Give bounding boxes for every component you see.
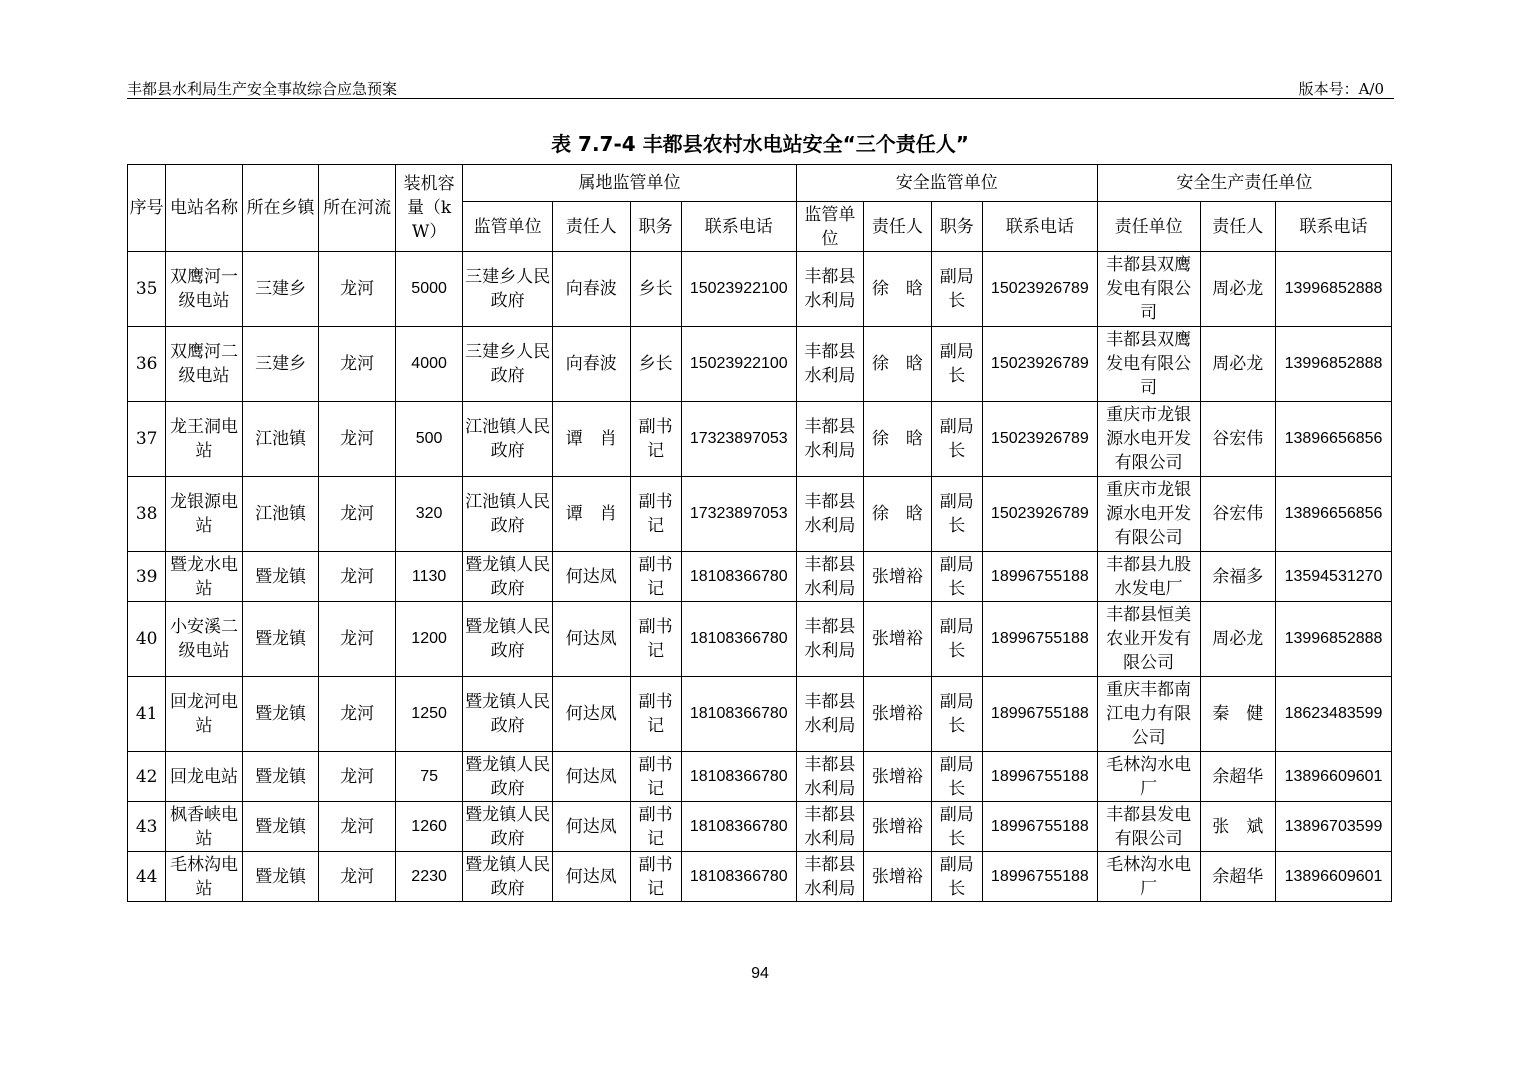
cell-station: 小安溪二级电站 (166, 602, 243, 677)
cell-town: 暨龙镇 (242, 602, 319, 677)
cell-river: 龙河 (319, 252, 396, 327)
cell-local-person: 何达凤 (552, 852, 630, 902)
cell-station: 双鹰河一级电站 (166, 252, 243, 327)
cell-station: 枫香峡电站 (166, 802, 243, 852)
col-prod-person: 责任人 (1200, 202, 1276, 252)
cell-prod-phone: 13996852888 (1276, 252, 1392, 327)
cell-prod-unit: 毛林沟水电厂 (1097, 752, 1200, 802)
col-seq: 序号 (128, 165, 166, 252)
cell-prod-person: 余福多 (1200, 552, 1276, 602)
cell-seq: 39 (128, 552, 166, 602)
cell-prod-phone: 13896656856 (1276, 477, 1392, 552)
table-row (128, 402, 1392, 477)
cell-safety-phone: 18996755188 (982, 552, 1097, 602)
cell-safety-title: 副局长 (931, 752, 982, 802)
cell-safety-person: 徐 晗 (864, 327, 931, 402)
cell-safety-title: 副局长 (931, 327, 982, 402)
col-prod-phone: 联系电话 (1276, 202, 1392, 252)
cell-safety-phone: 18996755188 (982, 852, 1097, 902)
cell-local-title: 副书记 (630, 802, 681, 852)
cell-safety-unit: 丰都县水利局 (796, 252, 863, 327)
cell-local-unit: 暨龙镇人民政府 (463, 602, 553, 677)
cell-prod-phone: 13996852888 (1276, 602, 1392, 677)
cell-seq: 36 (128, 327, 166, 402)
cell-local-unit: 三建乡人民政府 (463, 252, 553, 327)
cell-local-person: 何达凤 (552, 752, 630, 802)
cell-prod-unit: 丰都县双鹰发电有限公司 (1097, 252, 1200, 327)
cell-prod-person: 余超华 (1200, 752, 1276, 802)
cell-safety-title: 副局长 (931, 252, 982, 327)
cell-local-person: 何达凤 (552, 677, 630, 752)
col-safety-phone: 联系电话 (982, 202, 1097, 252)
cell-prod-phone: 18623483599 (1276, 677, 1392, 752)
group-safety-supervision: 安全监管单位 (796, 165, 1097, 202)
cell-local-unit: 暨龙镇人民政府 (463, 752, 553, 802)
cell-safety-title: 副局长 (931, 802, 982, 852)
cell-river: 龙河 (319, 552, 396, 602)
table-row (128, 802, 1392, 852)
cell-river: 龙河 (319, 602, 396, 677)
table-row (128, 852, 1392, 902)
cell-prod-person: 张 斌 (1200, 802, 1276, 852)
table-row (128, 677, 1392, 752)
cell-station: 回龙河电站 (166, 677, 243, 752)
cell-prod-unit: 丰都县恒美农业开发有限公司 (1097, 602, 1200, 677)
cell-capacity: 4000 (395, 327, 462, 402)
page-number: 94 (751, 965, 769, 982)
cell-local-unit: 暨龙镇人民政府 (463, 802, 553, 852)
cell-safety-person: 徐 晗 (864, 402, 931, 477)
col-safety-unit: 监管单位 (796, 202, 863, 252)
cell-town: 暨龙镇 (242, 852, 319, 902)
col-town: 所在乡镇 (242, 165, 319, 252)
cell-prod-person: 谷宏伟 (1200, 402, 1276, 477)
cell-prod-phone: 13594531270 (1276, 552, 1392, 602)
cell-station: 回龙电站 (166, 752, 243, 802)
table-row (128, 327, 1392, 402)
table-row (128, 252, 1392, 327)
cell-seq: 43 (128, 802, 166, 852)
cell-local-person: 何达凤 (552, 802, 630, 852)
cell-capacity: 5000 (395, 252, 462, 327)
cell-safety-person: 张增裕 (864, 552, 931, 602)
cell-local-title: 副书记 (630, 852, 681, 902)
cell-local-phone: 18108366780 (681, 677, 796, 752)
cell-safety-unit: 丰都县水利局 (796, 852, 863, 902)
cell-prod-unit: 毛林沟水电厂 (1097, 852, 1200, 902)
cell-capacity: 1200 (395, 602, 462, 677)
cell-river: 龙河 (319, 402, 396, 477)
cell-station: 暨龙水电站 (166, 552, 243, 602)
cell-local-title: 副书记 (630, 552, 681, 602)
cell-town: 三建乡 (242, 252, 319, 327)
table-row (128, 602, 1392, 677)
cell-prod-person: 周必龙 (1200, 602, 1276, 677)
cell-town: 江池镇 (242, 477, 319, 552)
cell-safety-person: 张增裕 (864, 752, 931, 802)
cell-prod-phone: 13896703599 (1276, 802, 1392, 852)
cell-local-unit: 江池镇人民政府 (463, 477, 553, 552)
header-row-group (128, 165, 1392, 202)
cell-town: 三建乡 (242, 327, 319, 402)
cell-prod-unit: 重庆市龙银源水电开发有限公司 (1097, 477, 1200, 552)
cell-safety-phone: 18996755188 (982, 602, 1097, 677)
col-safety-title: 职务 (931, 202, 982, 252)
cell-safety-unit: 丰都县水利局 (796, 752, 863, 802)
cell-local-person: 向春波 (552, 327, 630, 402)
cell-local-unit: 江池镇人民政府 (463, 402, 553, 477)
cell-local-title: 副书记 (630, 752, 681, 802)
cell-seq: 40 (128, 602, 166, 677)
col-prod-unit: 责任单位 (1097, 202, 1200, 252)
version-number: 版本号：A/0 (1298, 80, 1384, 98)
col-safety-person: 责任人 (864, 202, 931, 252)
cell-safety-person: 徐 晗 (864, 252, 931, 327)
cell-safety-phone: 18996755188 (982, 802, 1097, 852)
cell-prod-unit: 重庆丰都南江电力有限公司 (1097, 677, 1200, 752)
col-capacity: 装机容量（kW） (395, 165, 462, 252)
cell-prod-phone: 13896609601 (1276, 852, 1392, 902)
cell-safety-phone: 15023926789 (982, 252, 1097, 327)
cell-local-phone: 17323897053 (681, 402, 796, 477)
cell-local-phone: 17323897053 (681, 477, 796, 552)
cell-safety-person: 张增裕 (864, 677, 931, 752)
col-local-person: 责任人 (552, 202, 630, 252)
cell-local-title: 副书记 (630, 677, 681, 752)
cell-local-phone: 18108366780 (681, 852, 796, 902)
cell-safety-person: 张增裕 (864, 802, 931, 852)
cell-town: 暨龙镇 (242, 802, 319, 852)
document-title: 丰都县水利局生产安全事故综合应急预案 (127, 80, 398, 98)
cell-capacity: 1130 (395, 552, 462, 602)
cell-local-phone: 15023922100 (681, 327, 796, 402)
group-production-responsibility: 安全生产责任单位 (1097, 165, 1391, 202)
cell-local-title: 副书记 (630, 477, 681, 552)
cell-local-title: 副书记 (630, 602, 681, 677)
cell-safety-title: 副局长 (931, 677, 982, 752)
cell-local-person: 何达凤 (552, 602, 630, 677)
cell-river: 龙河 (319, 477, 396, 552)
cell-station: 双鹰河二级电站 (166, 327, 243, 402)
cell-safety-unit: 丰都县水利局 (796, 802, 863, 852)
cell-local-title: 乡长 (630, 327, 681, 402)
col-river: 所在河流 (319, 165, 396, 252)
cell-local-phone: 18108366780 (681, 752, 796, 802)
cell-river: 龙河 (319, 852, 396, 902)
cell-capacity: 75 (395, 752, 462, 802)
cell-prod-person: 周必龙 (1200, 327, 1276, 402)
cell-town: 暨龙镇 (242, 752, 319, 802)
cell-station: 毛林沟电站 (166, 852, 243, 902)
cell-capacity: 320 (395, 477, 462, 552)
cell-prod-person: 秦 健 (1200, 677, 1276, 752)
cell-prod-unit: 丰都县发电有限公司 (1097, 802, 1200, 852)
cell-prod-person: 谷宏伟 (1200, 477, 1276, 552)
cell-safety-person: 徐 晗 (864, 477, 931, 552)
cell-prod-phone: 13896656856 (1276, 402, 1392, 477)
cell-local-phone: 18108366780 (681, 602, 796, 677)
cell-capacity: 1260 (395, 802, 462, 852)
cell-capacity: 500 (395, 402, 462, 477)
cell-safety-person: 张增裕 (864, 602, 931, 677)
cell-safety-person: 张增裕 (864, 852, 931, 902)
cell-safety-phone: 15023926789 (982, 327, 1097, 402)
cell-local-phone: 15023922100 (681, 252, 796, 327)
cell-town: 暨龙镇 (242, 552, 319, 602)
cell-safety-phone: 18996755188 (982, 677, 1097, 752)
col-local-title: 职务 (630, 202, 681, 252)
cell-local-unit: 暨龙镇人民政府 (463, 552, 553, 602)
cell-safety-unit: 丰都县水利局 (796, 327, 863, 402)
cell-seq: 37 (128, 402, 166, 477)
cell-local-title: 副书记 (630, 402, 681, 477)
cell-safety-title: 副局长 (931, 852, 982, 902)
cell-local-title: 乡长 (630, 252, 681, 327)
cell-prod-person: 周必龙 (1200, 252, 1276, 327)
table-row (128, 552, 1392, 602)
cell-prod-unit: 丰都县九股水发电厂 (1097, 552, 1200, 602)
table-row (128, 477, 1392, 552)
cell-river: 龙河 (319, 752, 396, 802)
cell-seq: 35 (128, 252, 166, 327)
cell-local-person: 谭 肖 (552, 477, 630, 552)
cell-safety-unit: 丰都县水利局 (796, 477, 863, 552)
cell-safety-unit: 丰都县水利局 (796, 402, 863, 477)
cell-town: 暨龙镇 (242, 677, 319, 752)
group-local-supervision: 属地监管单位 (463, 165, 796, 202)
cell-prod-person: 余超华 (1200, 852, 1276, 902)
cell-safety-unit: 丰都县水利局 (796, 602, 863, 677)
cell-local-unit: 暨龙镇人民政府 (463, 677, 553, 752)
col-local-phone: 联系电话 (681, 202, 796, 252)
cell-local-phone: 18108366780 (681, 552, 796, 602)
cell-prod-phone: 13896609601 (1276, 752, 1392, 802)
table-row (128, 752, 1392, 802)
cell-safety-phone: 15023926789 (982, 477, 1097, 552)
cell-station: 龙王洞电站 (166, 402, 243, 477)
cell-capacity: 2230 (395, 852, 462, 902)
cell-seq: 44 (128, 852, 166, 902)
cell-town: 江池镇 (242, 402, 319, 477)
cell-seq: 41 (128, 677, 166, 752)
cell-river: 龙河 (319, 677, 396, 752)
cell-safety-phone: 15023926789 (982, 402, 1097, 477)
cell-local-person: 向春波 (552, 252, 630, 327)
responsibility-table (127, 164, 1392, 902)
table-title: 表 7.7-4 丰都县农村水电站安全“三个责任人” (551, 132, 969, 156)
cell-prod-phone: 13996852888 (1276, 327, 1392, 402)
cell-local-unit: 三建乡人民政府 (463, 327, 553, 402)
cell-local-unit: 暨龙镇人民政府 (463, 852, 553, 902)
cell-safety-unit: 丰都县水利局 (796, 552, 863, 602)
cell-capacity: 1250 (395, 677, 462, 752)
cell-safety-title: 副局长 (931, 552, 982, 602)
cell-prod-unit: 重庆市龙银源水电开发有限公司 (1097, 402, 1200, 477)
cell-prod-unit: 丰都县双鹰发电有限公司 (1097, 327, 1200, 402)
cell-river: 龙河 (319, 802, 396, 852)
cell-river: 龙河 (319, 327, 396, 402)
cell-seq: 42 (128, 752, 166, 802)
cell-local-person: 谭 肖 (552, 402, 630, 477)
page-header (127, 76, 1394, 99)
cell-safety-unit: 丰都县水利局 (796, 677, 863, 752)
cell-safety-title: 副局长 (931, 402, 982, 477)
cell-safety-phone: 18996755188 (982, 752, 1097, 802)
col-station-name: 电站名称 (166, 165, 243, 252)
cell-seq: 38 (128, 477, 166, 552)
cell-safety-title: 副局长 (931, 477, 982, 552)
cell-local-phone: 18108366780 (681, 802, 796, 852)
cell-safety-title: 副局长 (931, 602, 982, 677)
cell-station: 龙银源电站 (166, 477, 243, 552)
col-local-unit: 监管单位 (463, 202, 553, 252)
cell-local-person: 何达凤 (552, 552, 630, 602)
